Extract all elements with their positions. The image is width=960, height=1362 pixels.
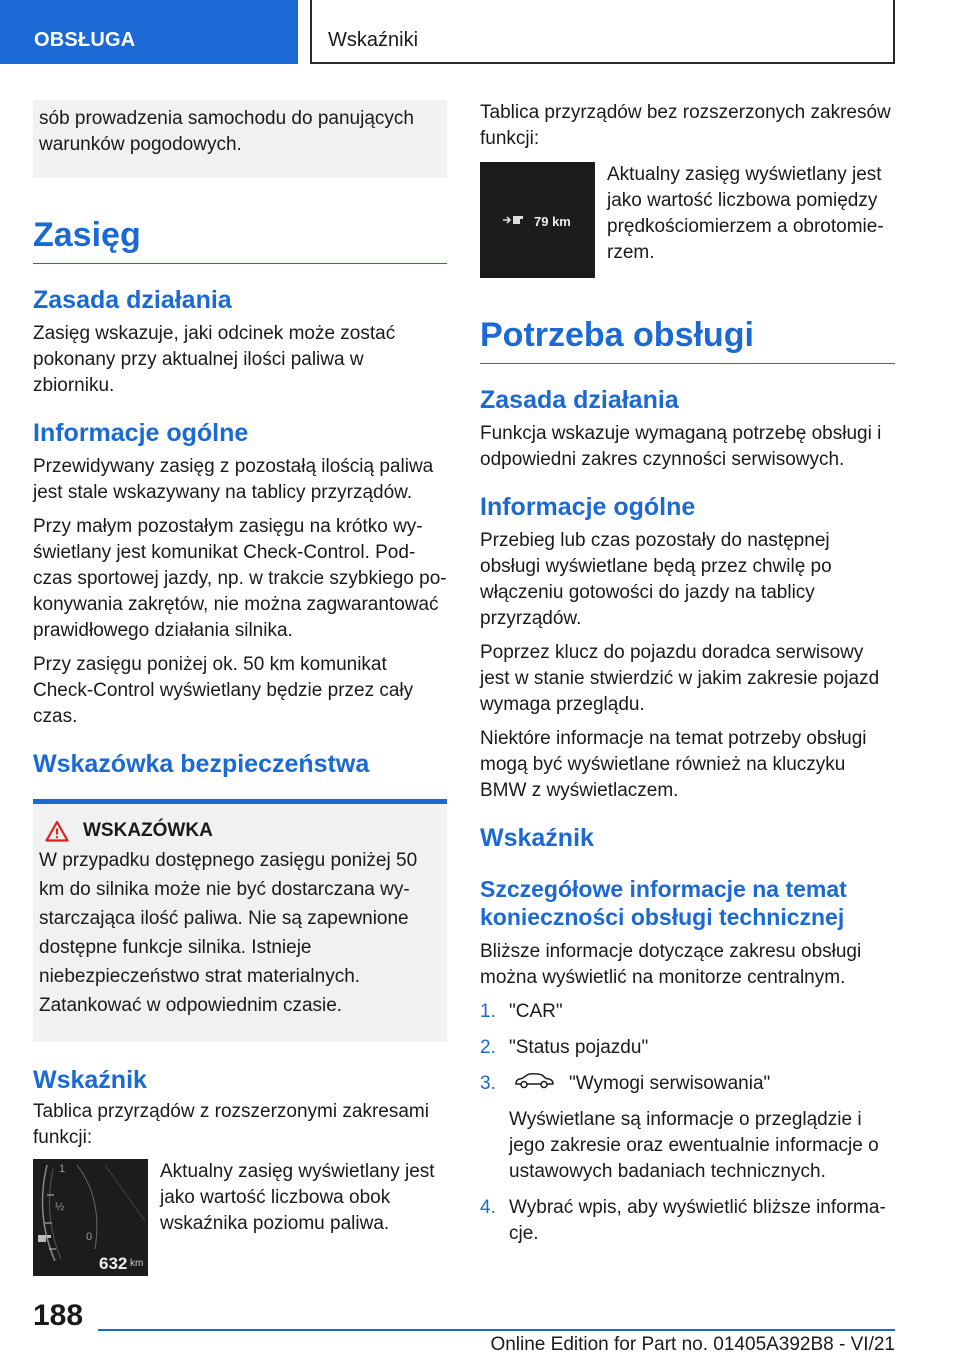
- general-info-p3: Przy zasięgu poniżej ok. 50 km komunikat Check-Control wyświetlany będzie przez cały czas.: [33, 654, 414, 727]
- figure-extended-caption: [160, 1159, 447, 1276]
- step-number: 2.: [480, 1037, 496, 1058]
- figure-standard-cluster: [480, 162, 895, 278]
- warning-title: WSKAZÓWKA: [83, 820, 213, 841]
- cluster-tick-0: 0: [86, 1231, 93, 1243]
- section-title-range: Zasięg: [33, 216, 447, 264]
- cluster-image-extended: [33, 1159, 148, 1276]
- service-principle-text: Funkcja wskazuje wymaganą potrzebę obsługi i odpowiedni zakres czynności serwisowych.: [480, 423, 882, 470]
- figure-standard-caption: [607, 162, 895, 278]
- step-text: "CAR": [509, 1001, 563, 1022]
- list-item: [480, 1195, 895, 1247]
- right-intro: Tablica przyrządów bez rozszerzonych zakresów funkcji:: [480, 102, 891, 149]
- warning-triangle-icon: [45, 820, 69, 842]
- principle-text: Zasięg wskazuje, jaki odcinek może zostać pokonany przy aktualnej ilości paliwa w zbiorniku.: [33, 323, 396, 396]
- left-column: [33, 100, 447, 1276]
- footer-divider: [98, 1329, 895, 1331]
- service-general-p2: Poprzez klucz do pojazdu doradca serwisowy jest w stanie stwierdzić w jakim zakresie pojazd wymaga przeglądu.: [480, 642, 880, 715]
- steps-list: [480, 999, 895, 1247]
- figure-extended-cluster: [33, 1159, 447, 1276]
- figure-extended-text: Aktualny zasięg wyświetlany jest jako wartość liczbowa obok wskaźnika poziomu paliwa.: [160, 1161, 435, 1234]
- step-number: 3.: [480, 1073, 496, 1094]
- warning-text: W przypadku dostępnego zasięgu poniżej 50 km do silnika może nie być dostarczana wystarczająca ilość paliwa. Nie są zapewnione dostępne funkcje silnika. Istnieje niebezpieczeństwo strat materialnych. Zatankować w odpowiednim czasie.: [39, 850, 418, 1016]
- step-number: 4.: [480, 1197, 496, 1219]
- chapter-title: Wskaźniki: [310, 0, 895, 64]
- car-icon: [513, 1071, 555, 1097]
- cluster-tick-1: 1: [59, 1163, 66, 1175]
- heading-service-principle: Zasada działania: [480, 386, 679, 414]
- list-item: [480, 1071, 895, 1185]
- service-details-text: Bliższe informacje dotyczące zakresu obsługi można wyświetlić na monitorze centralnym.: [480, 941, 862, 988]
- general-info-p1: Przewidywany zasięg z pozostałą ilością paliwa jest stale wskazywany na tablicy przyrządów.: [33, 456, 434, 503]
- section-tab: OBSŁUGA: [0, 0, 298, 64]
- heading-indicator: Wskaźnik: [33, 1066, 147, 1094]
- figure-standard-text: Aktualny zasięg wyświetlany jest jako wartość liczbowa pomiędzy prędkościomierzem a obrotomierzem.: [607, 164, 884, 263]
- right-column: [480, 100, 895, 1257]
- indicator-text: Tablica przyrządów z rozszerzonymi zakresami funkcji:: [33, 1101, 429, 1148]
- list-item: [480, 999, 895, 1025]
- general-info-p2: Przy małym pozostałym zasięgu na krótko wyświetlany jest komunikat Check-Control. Podczas sportowej jazdy, np. w trakcie szybkiego pokonywania zakrętów, nie można zagwarantować prawidłowego działania silnika.: [33, 516, 447, 641]
- heading-service-general: Informacje ogólne: [480, 493, 696, 521]
- cluster-range-unit: km: [130, 1258, 144, 1269]
- step-number: 1.: [480, 1001, 496, 1022]
- heading-general-info: Informacje ogólne: [33, 419, 249, 447]
- step-text: Wybrać wpis, aby wyświetlić bliższe informacje.: [509, 1197, 886, 1245]
- list-item: [480, 1035, 895, 1061]
- cluster-image-standard: [480, 162, 595, 278]
- edition-note: Online Edition for Part no. 01405A392B8 - VI/21: [490, 1334, 895, 1355]
- service-general-p1: Przebieg lub czas pozostały do następnej obsługi wyświetlane będą przez chwilę po włączeniu gotowości do jazdy na tablicy przyrządów.: [480, 530, 832, 629]
- service-general-p3: Niektóre informacje na temat potrzeby obsługi mogą być wyświetlane również na kluczyku BMW z wyświetlaczem.: [480, 728, 867, 801]
- heading-principle: Zasada działania: [33, 286, 232, 314]
- page-number: 188: [33, 1299, 84, 1332]
- intro-box: [33, 100, 447, 178]
- heading-service-indicator: Wskaźnik: [480, 824, 594, 852]
- cluster-tick-half: ½: [55, 1201, 65, 1213]
- cluster-range-value: 632: [99, 1254, 128, 1273]
- intro-box-text: sób prowadzenia samochodu do panujących warunków pogodowych.: [39, 108, 414, 155]
- step-text: "Wymogi serwisowania": [569, 1073, 771, 1095]
- warning-box: [33, 799, 447, 1042]
- section-title-service: Potrzeba obsługi: [480, 316, 895, 364]
- subheading-service-details: Szczegółowe informacje na temat konieczności obsługi technicznej: [480, 876, 847, 930]
- step-text: "Status pojazdu": [509, 1037, 649, 1058]
- heading-safety: Wskazówka bezpieczeństwa: [33, 750, 370, 778]
- step3-detail: Wyświetlane są informacje o przeglądzie i jego zakresie oraz ewentualnie informacje o ustawowych badaniach technicznych.: [509, 1109, 879, 1183]
- standard-range-value: 79 km: [534, 214, 571, 229]
